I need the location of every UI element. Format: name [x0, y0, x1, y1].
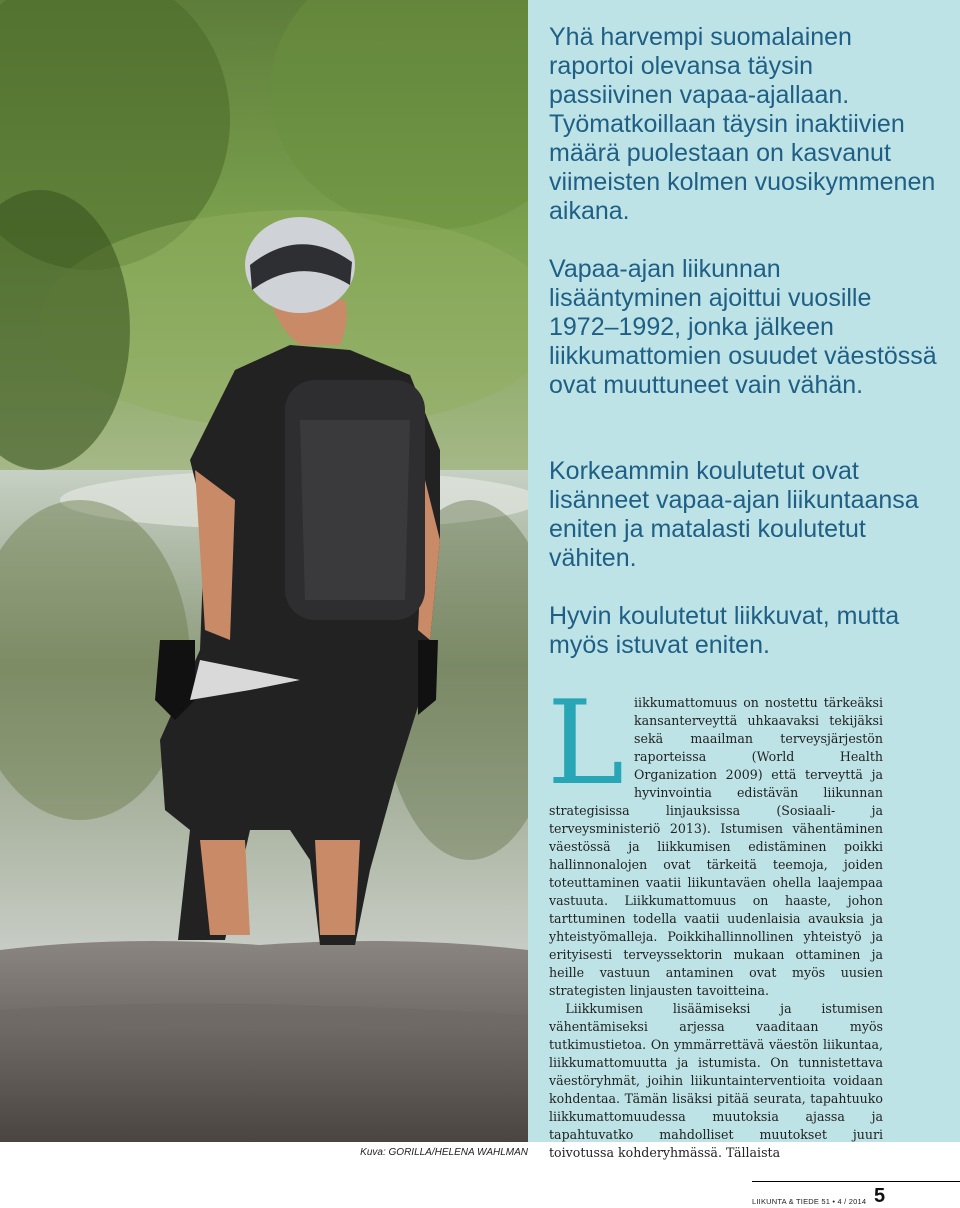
lead-paragraph-2: Vapaa-ajan liikunnan lisääntyminen ajoittui vuosille 1972–1992, jonka jälkeen liikkumattomien osuudet väestössä ovat muuttuneet vain vähän. [549, 255, 937, 399]
body-paragraph-1-text: iikkumattomuus on nostettu tärkeäksi kansanterveyttä uhkaavaksi tekijäksi sekä maailman terveysjärjestön raporteissa (World Health Organization 2009) että terveyttä ja hyvinvointia edistävän liikunnan strategisissa linjauksissa (Sosiaali- ja terveysministeriö 2013). Istumisen vähentäminen väestössä ja liikkumisen edistäminen poikki hallinnonalojen ovat tärkeitä teemoja, joiden toteuttaminen vaatii liikuntaväen ohella laajempaa vastuuta. Liikkumattomuus on haaste, johon tarttuminen todella vaatii uudenlaisia avauksia ja yhteistyömalleja. Poikkihallinnollinen yhteistyö ja erityisesti terveyssektorin mukaan ottaminen ja heille vastuun antaminen ovat myös uusien strategisten linjausten tavoitteina. [549, 695, 883, 998]
footer-journal: LIIKUNTA & TIEDE 51 • 4 / 2014 [752, 1197, 867, 1206]
lead-paragraph-1: Yhä harvempi suomalainen raportoi olevansa täysin passiivinen vapaa-ajallaan. Työmatkoillaan täysin inaktiivien määrä puolestaan on kasvanut viimeisten kolmen vuosikymmenen aikana. [549, 23, 936, 225]
body-text [547, 676, 883, 1162]
drop-cap: L [547, 676, 625, 811]
footer-rule [752, 1181, 960, 1182]
lead-paragraph-4: Hyvin koulutetut liikkuvat, mutta myös istuvat eniten. [549, 602, 900, 659]
photo-caption: Kuva: GORILLA/HELENA WAHLMAN [360, 1147, 528, 1158]
body-paragraph-2: Liikkumisen lisäämiseksi ja istumisen vähentämiseksi arjessa vaaditaan myös tutkimustietoa. On ymmärrettävä väestön liikuntaa, liikkumattomuutta ja istumista. On tunnistettava väestöryhmät, joihin liikuntainterventioita voidaan kohdentaa. Tämän lisäksi pitää seurata, tapahtuuko liikkumattomuudessa muutoksia ajassa ja tapahtuvatko mahdolliset muutokset juuri toivotussa kohderyhmässä. Tällaista [549, 1001, 883, 1160]
page-number: 5 [874, 1185, 886, 1207]
lead-paragraph-3: Korkeammin koulutetut ovat lisänneet vapaa-ajan liikuntaansa eniten ja matalasti koulutetut vähiten. [549, 457, 919, 572]
body-paragraph-1 [547, 676, 883, 1000]
